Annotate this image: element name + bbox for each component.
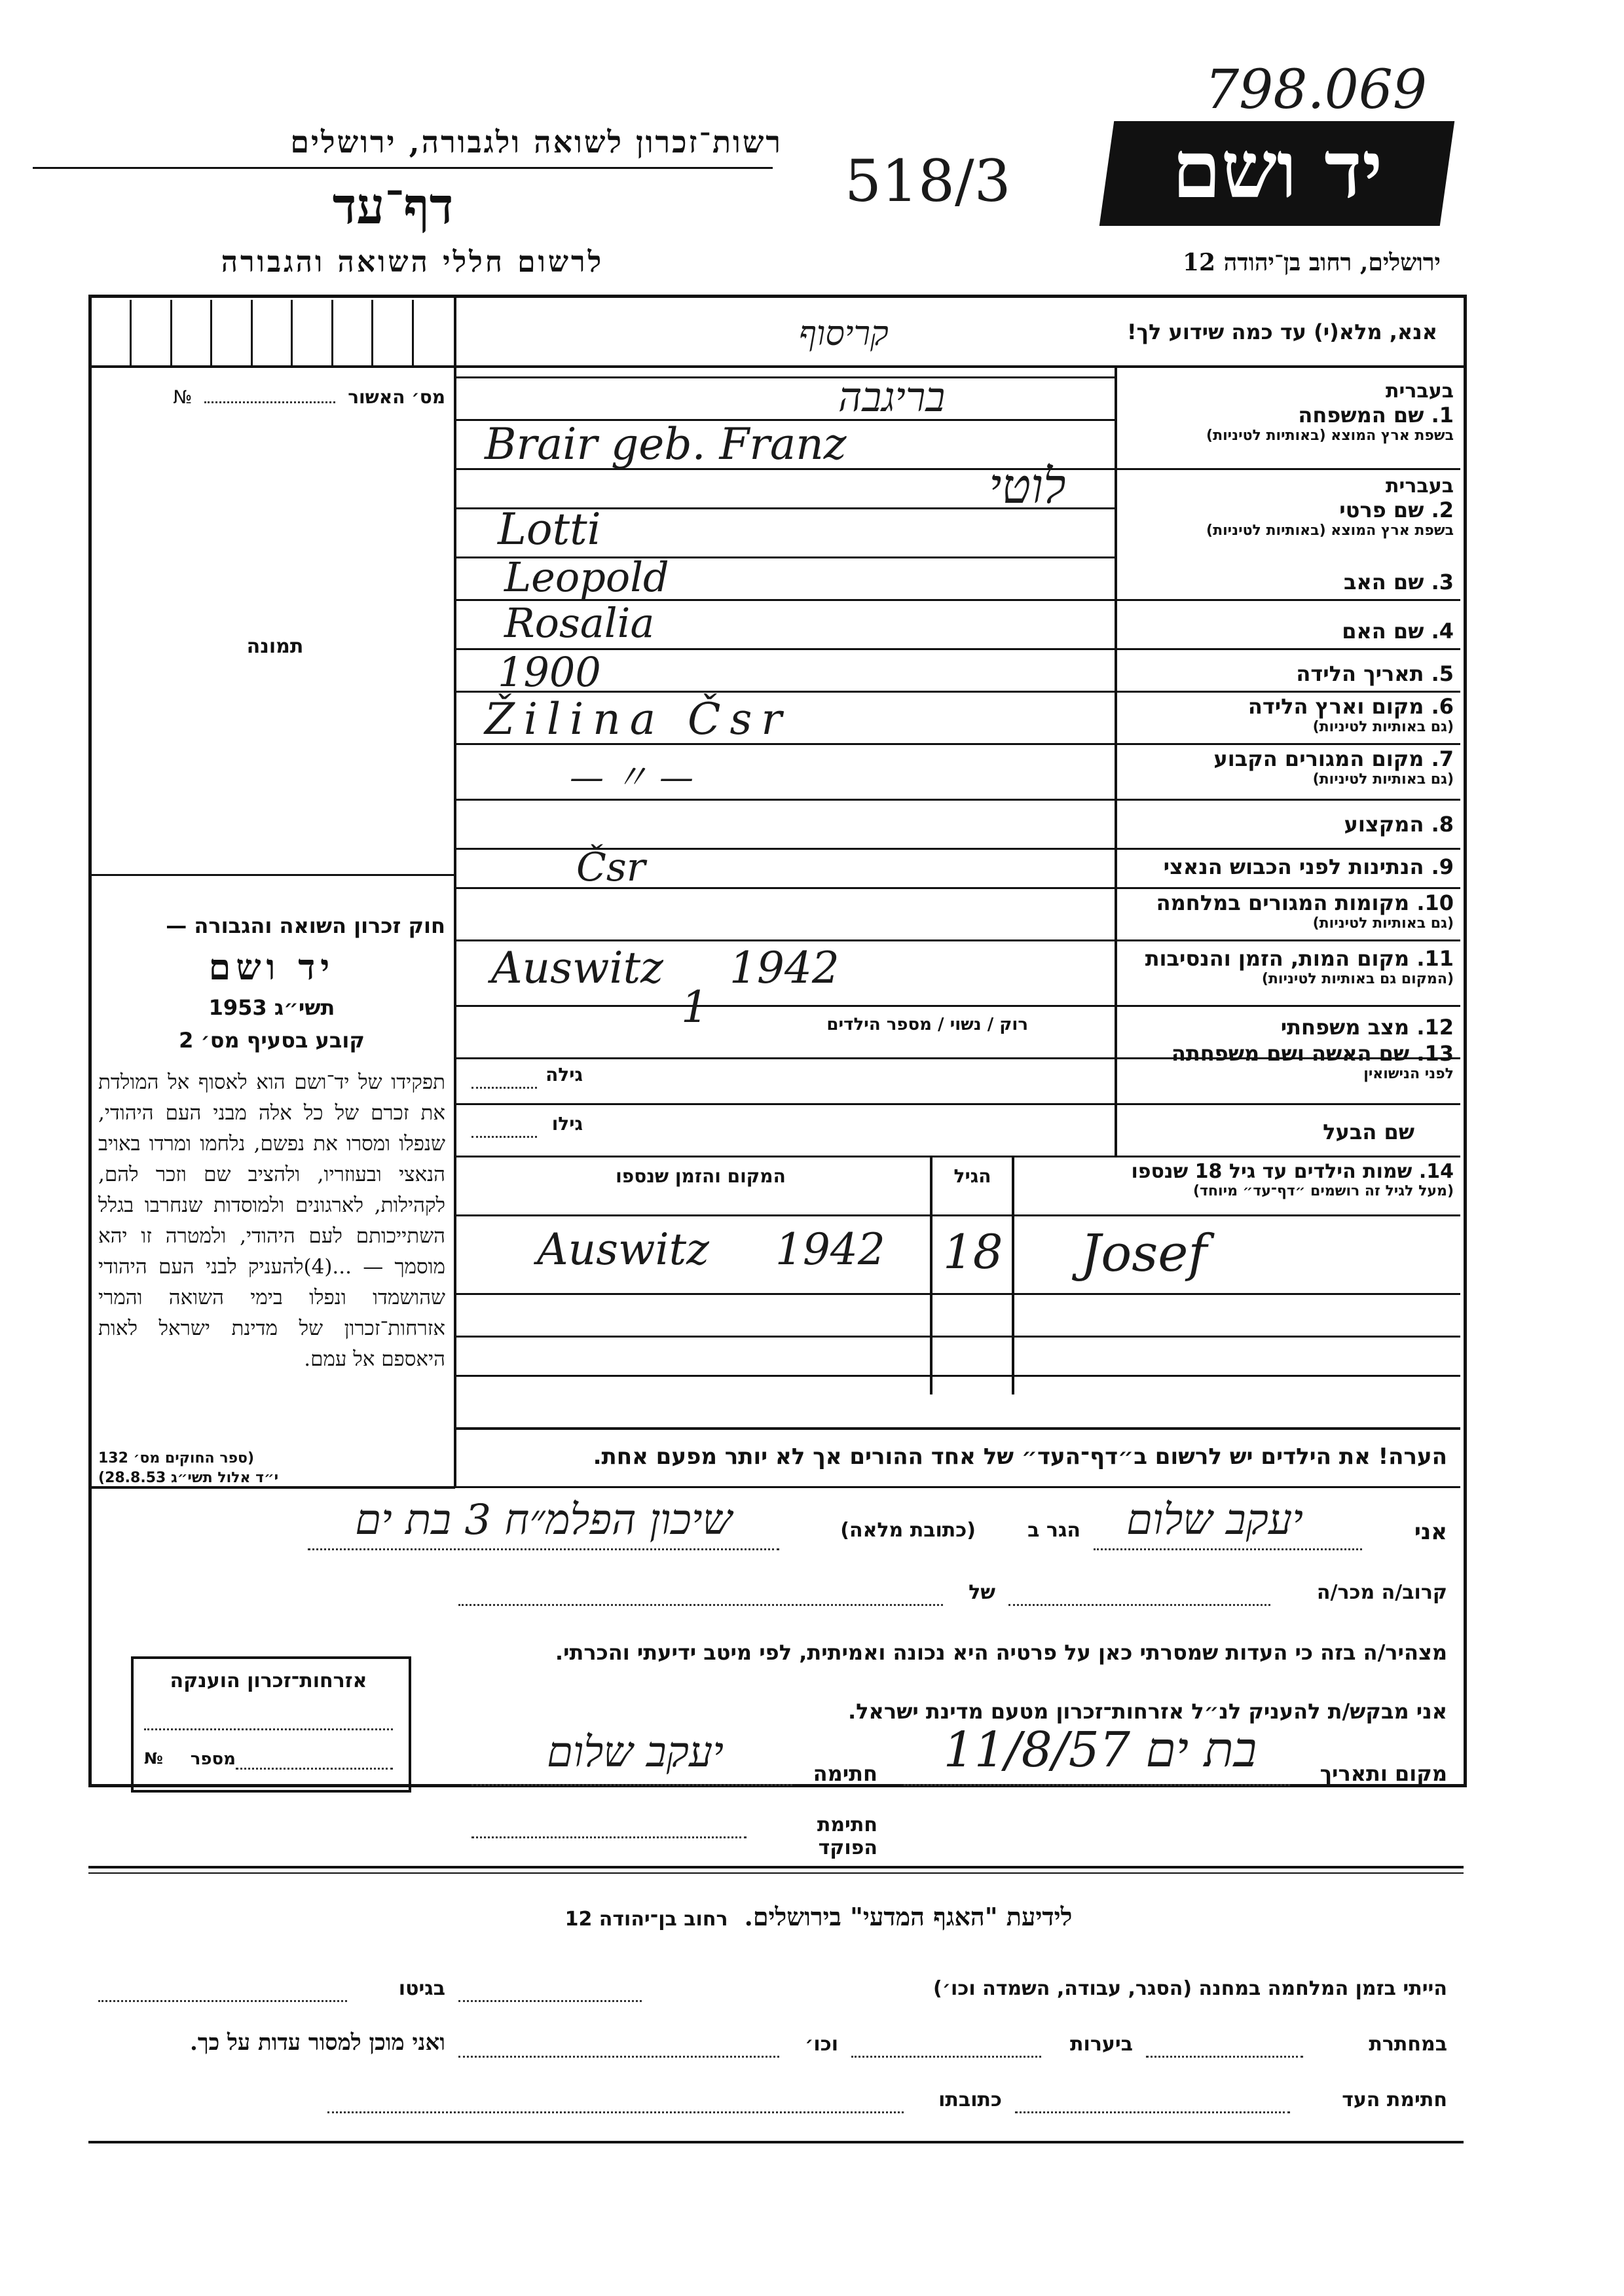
declarant-address-value[interactable]: שיכון הפלמ״ח 3 בת ים bbox=[355, 1496, 732, 1544]
children-number: 14. bbox=[1418, 1160, 1454, 1183]
field-2-sub: בשפת ארץ המוצא (באותיות לטיניות) bbox=[1206, 522, 1454, 539]
note-bottom bbox=[455, 1486, 1460, 1488]
child-1-age[interactable]: 18 bbox=[943, 1224, 1003, 1279]
field-13-age-line bbox=[471, 1087, 537, 1089]
field-2-number: 2. bbox=[1431, 498, 1454, 522]
logo-text: יד ושם bbox=[1172, 124, 1383, 216]
field-6-number: 6. bbox=[1431, 694, 1454, 719]
field-permanent-residence bbox=[1120, 746, 1454, 788]
field-3-label: שם האב bbox=[1343, 570, 1424, 594]
field-6-sub: (גם באותיות לטיניות) bbox=[1312, 719, 1454, 735]
field-5-number: 5. bbox=[1431, 661, 1454, 686]
field-death-place bbox=[1120, 946, 1454, 987]
field-4-label: שם האם bbox=[1342, 619, 1424, 644]
children-note: הערה! את הילדים יש לרשום ב״דף־העד״ של אחד ההורים אך לא יותר מפעם אחת. bbox=[593, 1444, 1447, 1470]
field-6-value[interactable]: Žilina Čsr bbox=[485, 694, 791, 744]
footer-double-line-1 bbox=[88, 1866, 1464, 1868]
children-header-label: שמות הילדים עד גיל 18 שנספו bbox=[1131, 1160, 1412, 1183]
field-1-hebrew-tag: בעברית bbox=[1386, 380, 1454, 403]
field-13-number: 13. bbox=[1416, 1041, 1454, 1066]
field-first-name bbox=[1120, 475, 1454, 539]
yad-vashem-address: ירושלים, רחוב בן־יהודה 12 bbox=[1182, 249, 1441, 276]
field-3-number: 3. bbox=[1431, 570, 1454, 594]
footer-forest-line bbox=[851, 2056, 1041, 2058]
approval-number-label bbox=[111, 386, 445, 408]
citizenship-title: אזרחות־זכרון הוענקה bbox=[170, 1669, 367, 1692]
field-7-number: 7. bbox=[1431, 746, 1454, 771]
field-7-value[interactable]: — 〃 — bbox=[570, 758, 694, 797]
footer-title-row bbox=[458, 1902, 1179, 1932]
top-row-bottom bbox=[88, 365, 1464, 368]
field-wartime-residences bbox=[1120, 890, 1454, 932]
footer-witness-signature-label: חתימת העד bbox=[1342, 2088, 1447, 2111]
field-father-name bbox=[1120, 570, 1454, 594]
signature-line bbox=[471, 1784, 792, 1786]
field-4-value[interactable]: Rosalia bbox=[504, 599, 655, 647]
field-4-number: 4. bbox=[1431, 619, 1454, 644]
field-10-label: מקומות המגורים במלחמה bbox=[1156, 890, 1410, 915]
children-header-place: המקום והזמן שנספו bbox=[616, 1165, 786, 1187]
declarant-of-label: של bbox=[969, 1581, 995, 1604]
field-1-value[interactable]: Brair geb. Franz bbox=[485, 419, 847, 469]
declarant-resides-label: הגר ב bbox=[1027, 1519, 1080, 1542]
field-9-label: הנתינות לפני הכבוש הנאצי bbox=[1163, 854, 1424, 879]
field-12-value[interactable]: 1 bbox=[681, 982, 709, 1032]
children-header-age: הגיל bbox=[953, 1165, 991, 1187]
footer-address: רחוב בן־יהודה 12 bbox=[564, 1908, 728, 1931]
side-photo-bottom bbox=[88, 874, 455, 876]
declarant-of-line bbox=[458, 1604, 943, 1606]
field-1-label: שם המשפחה bbox=[1298, 403, 1424, 428]
field-13-age-label: גילה bbox=[545, 1064, 583, 1085]
photo-label: תמונה bbox=[246, 635, 304, 658]
declarant-address-line bbox=[308, 1548, 779, 1550]
footer-camp-label: הייתי בזמן המלחמה במחנה (הסגר, עבודה, השמדה וכו׳) bbox=[933, 1977, 1447, 2000]
footer-camp-line bbox=[458, 2000, 642, 2002]
top-handwritten-note: קריסוף bbox=[799, 314, 889, 354]
form-title: דף־עד bbox=[332, 177, 454, 235]
citizenship-number-label: מספר bbox=[190, 1749, 236, 1769]
child-1-name[interactable]: Josef bbox=[1080, 1224, 1208, 1283]
field-11-sub: (המקום גם באותיות לטיניות) bbox=[1261, 971, 1454, 987]
please-fill-instruction: אנא, מלא(י) עד כמה שידוע לך! bbox=[1126, 319, 1437, 344]
footer-testimony-label: ואני מוכן למסור עדות על כך. bbox=[190, 2030, 445, 2056]
side-panel-bottom bbox=[88, 1486, 455, 1489]
field-birth-place bbox=[1120, 694, 1454, 735]
field-husband-age-label: גילו bbox=[551, 1113, 583, 1135]
field-10-sub: (גם באותיות לטיניות) bbox=[1312, 915, 1454, 932]
footer-double-line-2 bbox=[88, 1872, 1464, 1874]
field-8-label: המקצוע bbox=[1344, 812, 1424, 837]
field-husband-age-line bbox=[471, 1136, 537, 1138]
footer-title: לידיעת "האגף המדעי" בירושלים. bbox=[744, 1902, 1073, 1931]
field-wife-name bbox=[1120, 1041, 1454, 1082]
footer-witness-signature-line bbox=[1015, 2111, 1290, 2113]
form-subtitle: לרשום חללי השואה והגבורה bbox=[221, 246, 604, 279]
approval-no-sign: № bbox=[173, 386, 193, 408]
law-year: תשי״ג 1953 bbox=[208, 995, 335, 1020]
field-5-label: תאריך הלידה bbox=[1296, 661, 1424, 686]
footer-bottom-border bbox=[88, 2141, 1464, 2143]
field-12-number: 12. bbox=[1416, 1015, 1454, 1040]
field-1-sub: בשפת ארץ המוצא (באותיות לטיניות) bbox=[1206, 428, 1454, 444]
field-nationality bbox=[1120, 854, 1454, 879]
field-birth-date bbox=[1120, 661, 1454, 686]
field-7-label: מקום המגורים הקבוע bbox=[1213, 746, 1424, 771]
footer-ghetto-line bbox=[98, 2000, 347, 2002]
approval-label: מס׳ האשור bbox=[348, 386, 445, 408]
field-10-number: 10. bbox=[1416, 890, 1454, 915]
law-title: חוק זכרון השואה והגבורה — bbox=[166, 913, 445, 938]
citizenship-request: אני מבקש/ת להעניק לנ״ל אזרחות־זכרון מטעם מדינת ישראל. bbox=[848, 1699, 1447, 1724]
field-1-number: 1. bbox=[1431, 403, 1454, 428]
footer-etc-line bbox=[458, 2056, 779, 2058]
declaration-text: מצהיר/ה בזה כי העדות שמסרתי כאן על פרטיה היא נכונה ואמיתית, לפי מיטב ידיעתי והכרתי. bbox=[555, 1640, 1447, 1665]
citizenship-line-1 bbox=[144, 1728, 393, 1730]
declarant-name-line bbox=[1094, 1548, 1362, 1550]
field-11-number: 11. bbox=[1416, 946, 1454, 971]
field-9-number: 9. bbox=[1431, 854, 1454, 879]
law-section: קובע בסעיף מס׳ 2 bbox=[179, 1028, 365, 1053]
field-12-label: מצב משפחתי bbox=[1280, 1015, 1410, 1040]
footer-forest-label: ביערות bbox=[1070, 2033, 1133, 2056]
top-code-boxes bbox=[92, 300, 452, 365]
place-date-value[interactable]: בת ים 11/8/57 bbox=[943, 1722, 1257, 1778]
label-column-divider bbox=[1115, 367, 1117, 1156]
signature-value[interactable]: יעקב שלום bbox=[547, 1728, 724, 1777]
place-date-line bbox=[904, 1784, 1290, 1786]
field-11-label: מקום המות, הזמן והנסיבות bbox=[1145, 946, 1410, 971]
official-signature-label: חתימת הפוקד bbox=[817, 1813, 877, 1859]
official-signature-line bbox=[471, 1836, 747, 1838]
field-7-sub: (גם באותיות לטיניות) bbox=[1312, 771, 1454, 788]
law-text: תפקידו של יד־ושם הוא לאסוף אל המולדת את זכרם של כל אלה מבני העם היהודי, שנפלו ומסרו את נפשם, נלחמו ומרדו באויב הנאצי ובעוזריו, ולהציב שם וזכר להם, לקהילות, לארגונים ולמוסדות שנחרבו בגלל השתייכותם לעם היהודי, ולמטרה זו יהא מוסמך — ...(4)להעניק לבני העם היהודי שהושמדו ונפלו בימי השואה והמרי אזרחות־זכרון של מדינת ישראל לאות היאספם אל עמם. bbox=[98, 1070, 445, 1371]
handwritten-file-number: 798.069 bbox=[1205, 59, 1428, 121]
field-2-value[interactable]: Lotti bbox=[498, 504, 601, 555]
declarant-name-value[interactable]: יעקב שלום bbox=[1126, 1496, 1303, 1544]
field-5-value[interactable]: 1900 bbox=[498, 648, 601, 696]
place-date-label: מקום ותאריך bbox=[1320, 1761, 1447, 1786]
field-1-value-hebrew[interactable]: בריגבה bbox=[838, 373, 946, 421]
authority-underline bbox=[33, 167, 773, 169]
declarant-relative-line bbox=[1008, 1604, 1270, 1606]
law-reference-1: (ספר החוקים מס׳ 132 bbox=[98, 1450, 255, 1467]
field-9-value[interactable]: Čsr bbox=[576, 845, 646, 890]
footer-underground-label: במחתרת bbox=[1369, 2033, 1447, 2056]
declarant-address-label: (כתובת מלאה) bbox=[840, 1519, 976, 1542]
field-family-name bbox=[1120, 380, 1454, 444]
field-profession bbox=[1120, 812, 1454, 837]
field-8-number: 8. bbox=[1431, 812, 1454, 837]
field-11-value[interactable]: Auswitz 1942 bbox=[491, 943, 840, 993]
field-12-options: רוק / נשוי / מספר הילדים bbox=[826, 1015, 1028, 1034]
authority-name: רשות־זכרון לשואה ולגבורה, ירושלים bbox=[290, 124, 783, 160]
child-1-place[interactable]: Auswitz 1942 bbox=[537, 1224, 885, 1275]
field-3-value[interactable]: Leopold bbox=[504, 553, 669, 601]
field-2-label: שם פרטי bbox=[1339, 498, 1424, 522]
citizenship-no-sign: № bbox=[144, 1749, 163, 1768]
declarant-relative-label: קרוב/ה מכר/ה bbox=[1316, 1581, 1447, 1604]
field-2-hebrew-tag: בעברית bbox=[1386, 475, 1454, 498]
footer-witness-address-line bbox=[327, 2111, 904, 2113]
field-13-sub: לפני הנישואין bbox=[1363, 1066, 1454, 1082]
field-2-value-hebrew[interactable]: לוטי bbox=[989, 458, 1066, 515]
side-panel-divider bbox=[454, 295, 456, 1486]
footer-witness-address-label: כתובתו bbox=[938, 2088, 1002, 2111]
law-name: יד ושם bbox=[208, 946, 335, 988]
footer-etc-label: וכו׳ bbox=[805, 2033, 838, 2056]
field-13-label: שם האשה ושם משפחתה bbox=[1171, 1041, 1410, 1066]
law-reference-2: י״ד אלול תשי״ג 28.8.53) bbox=[98, 1470, 279, 1486]
field-mother-name bbox=[1120, 619, 1454, 644]
children-header-sub: (מעל לגיל זה רושמים ״דף־עד״ מיוחד) bbox=[1192, 1183, 1454, 1199]
citizenship-number-line bbox=[236, 1768, 393, 1770]
yad-vashem-logo bbox=[1099, 121, 1454, 226]
signature-label: חתימה bbox=[813, 1761, 877, 1786]
declarant-i-label: אני bbox=[1414, 1519, 1447, 1545]
field-husband-name: שם הבעל bbox=[1323, 1120, 1414, 1144]
children-header-names bbox=[1008, 1160, 1454, 1199]
field-6-label: מקום וארץ הלידה bbox=[1247, 694, 1424, 719]
stamp-number: 518/3 bbox=[845, 147, 1011, 215]
footer-underground-line bbox=[1146, 2056, 1303, 2058]
footer-ghetto-label: בגיטו bbox=[398, 1977, 445, 2000]
field-marital-status bbox=[1120, 1015, 1454, 1040]
